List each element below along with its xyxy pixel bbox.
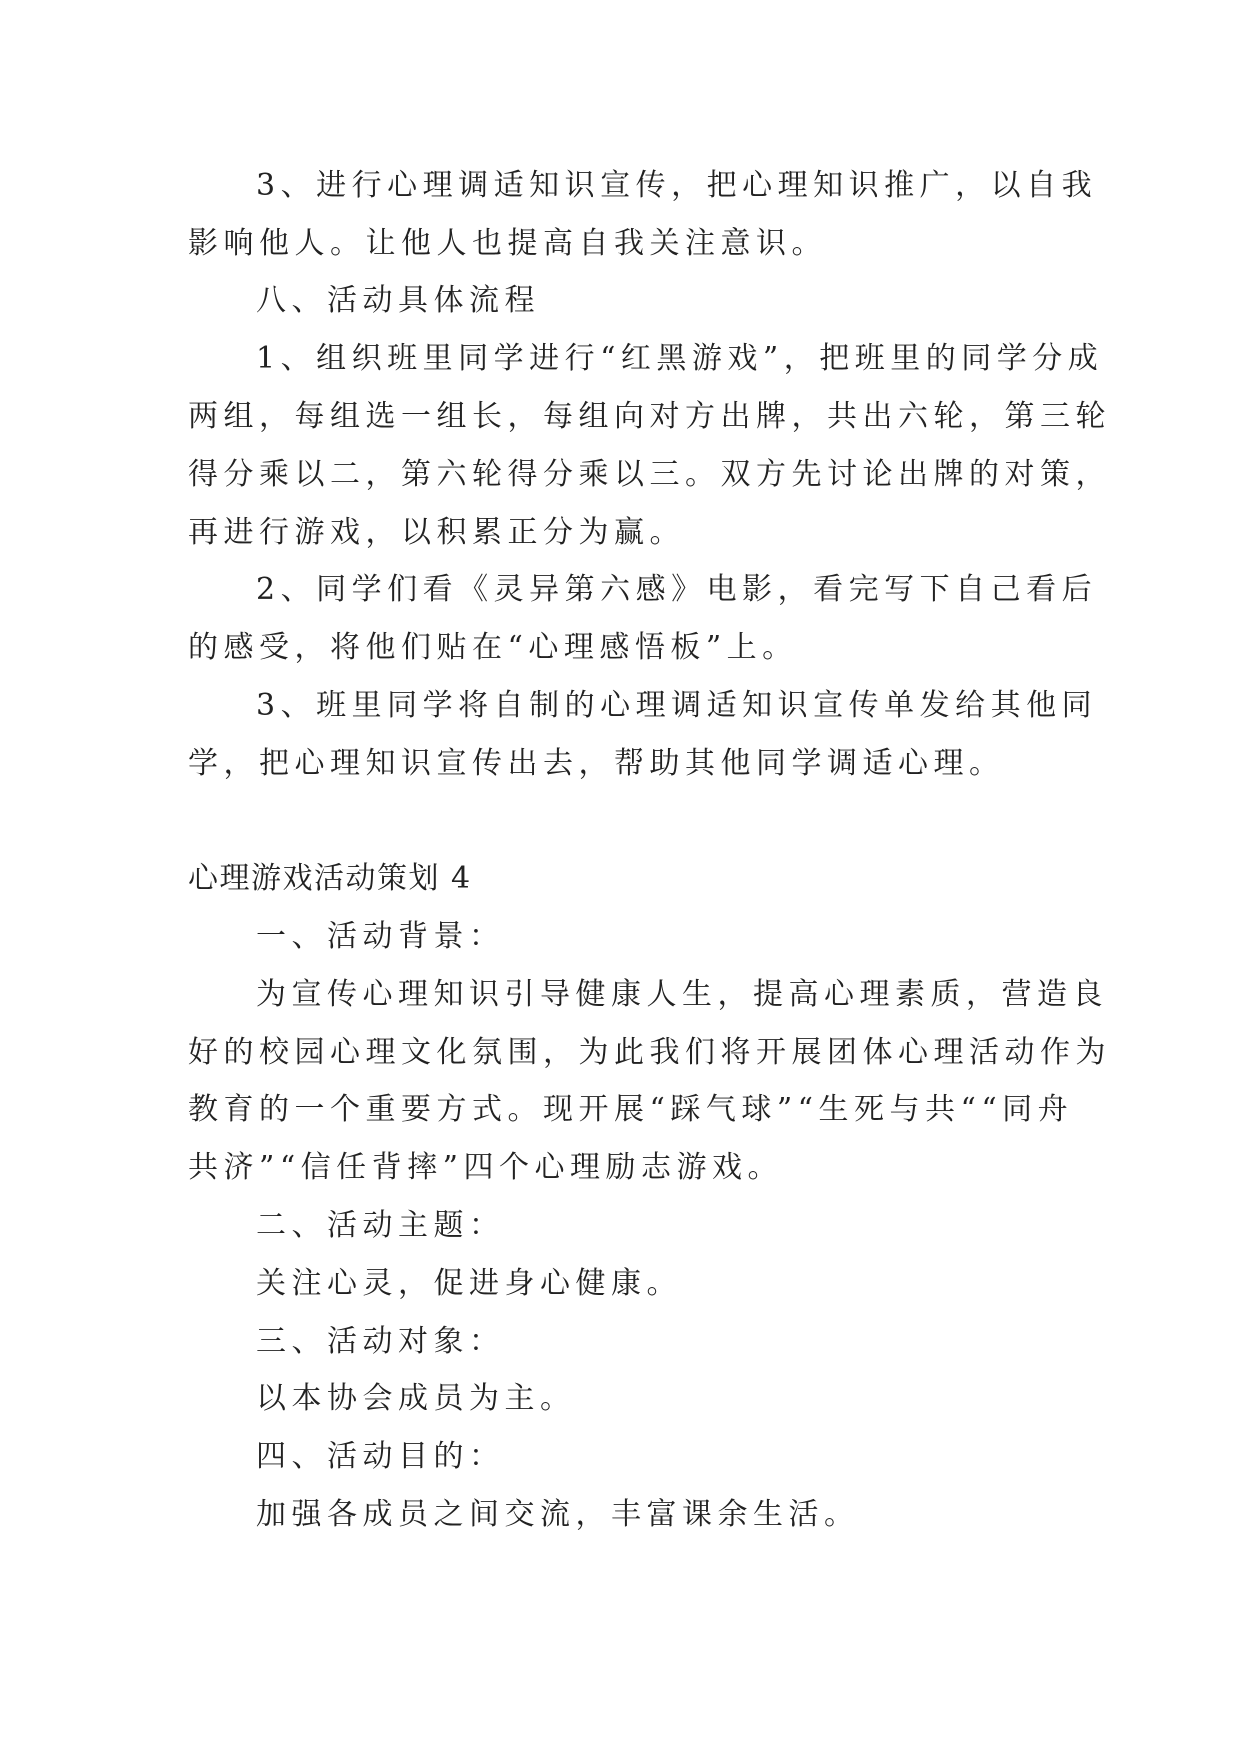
paragraph-line: 影响他人。让他人也提高自我关注意识。 [188,226,827,261]
paragraph-line: 2、同学们看《灵异第六感》电影，看完写下自己看后 [256,572,1098,607]
document-title: 心理游戏活动策划 4 [188,861,472,896]
paragraph-line: 关注心灵，促进身心健康。 [256,1266,682,1301]
paragraph-line: 加强各成员之间交流，丰富课余生活。 [256,1497,860,1532]
paragraph-line: 以本协会成员为主。 [256,1381,576,1416]
paragraph-line: 得分乘以二，第六轮得分乘以三。双方先讨论出牌的对策， [188,457,1111,492]
paragraph-line: 再进行游戏，以积累正分为赢。 [188,515,685,550]
paragraph-line: 教育的一个重要方式。现开展“踩气球”“生死与共““同舟 [188,1092,1074,1127]
section-heading: 二、活动主题： [256,1208,505,1243]
paragraph-line: 学，把心理知识宣传出去，帮助其他同学调适心理。 [188,746,1005,781]
paragraph-line: 共济”“信任背摔”四个心理励志游戏。 [188,1150,784,1185]
paragraph-line: 1、组织班里同学进行“红黑游戏”，把班里的同学分成 [256,341,1104,376]
paragraph-line: 3、进行心理调适知识宣传，把心理知识推广，以自我 [256,168,1098,203]
section-heading: 八、活动具体流程 [256,283,540,318]
section-heading: 三、活动对象： [256,1324,505,1359]
paragraph-line: 的感受，将他们贴在“心理感悟板”上。 [188,630,798,665]
paragraph-line: 好的校园心理文化氛围，为此我们将开展团体心理活动作为 [188,1035,1111,1070]
section-heading: 四、活动目的： [256,1439,505,1474]
paragraph-line: 为宣传心理知识引导健康人生，提高心理素质，营造良 [256,977,1108,1012]
paragraph-line: 两组，每组选一组长，每组向对方出牌，共出六轮，第三轮 [188,399,1111,434]
paragraph-line: 3、班里同学将自制的心理调适知识宣传单发给其他同 [256,688,1098,723]
section-heading: 一、活动背景： [256,919,505,954]
